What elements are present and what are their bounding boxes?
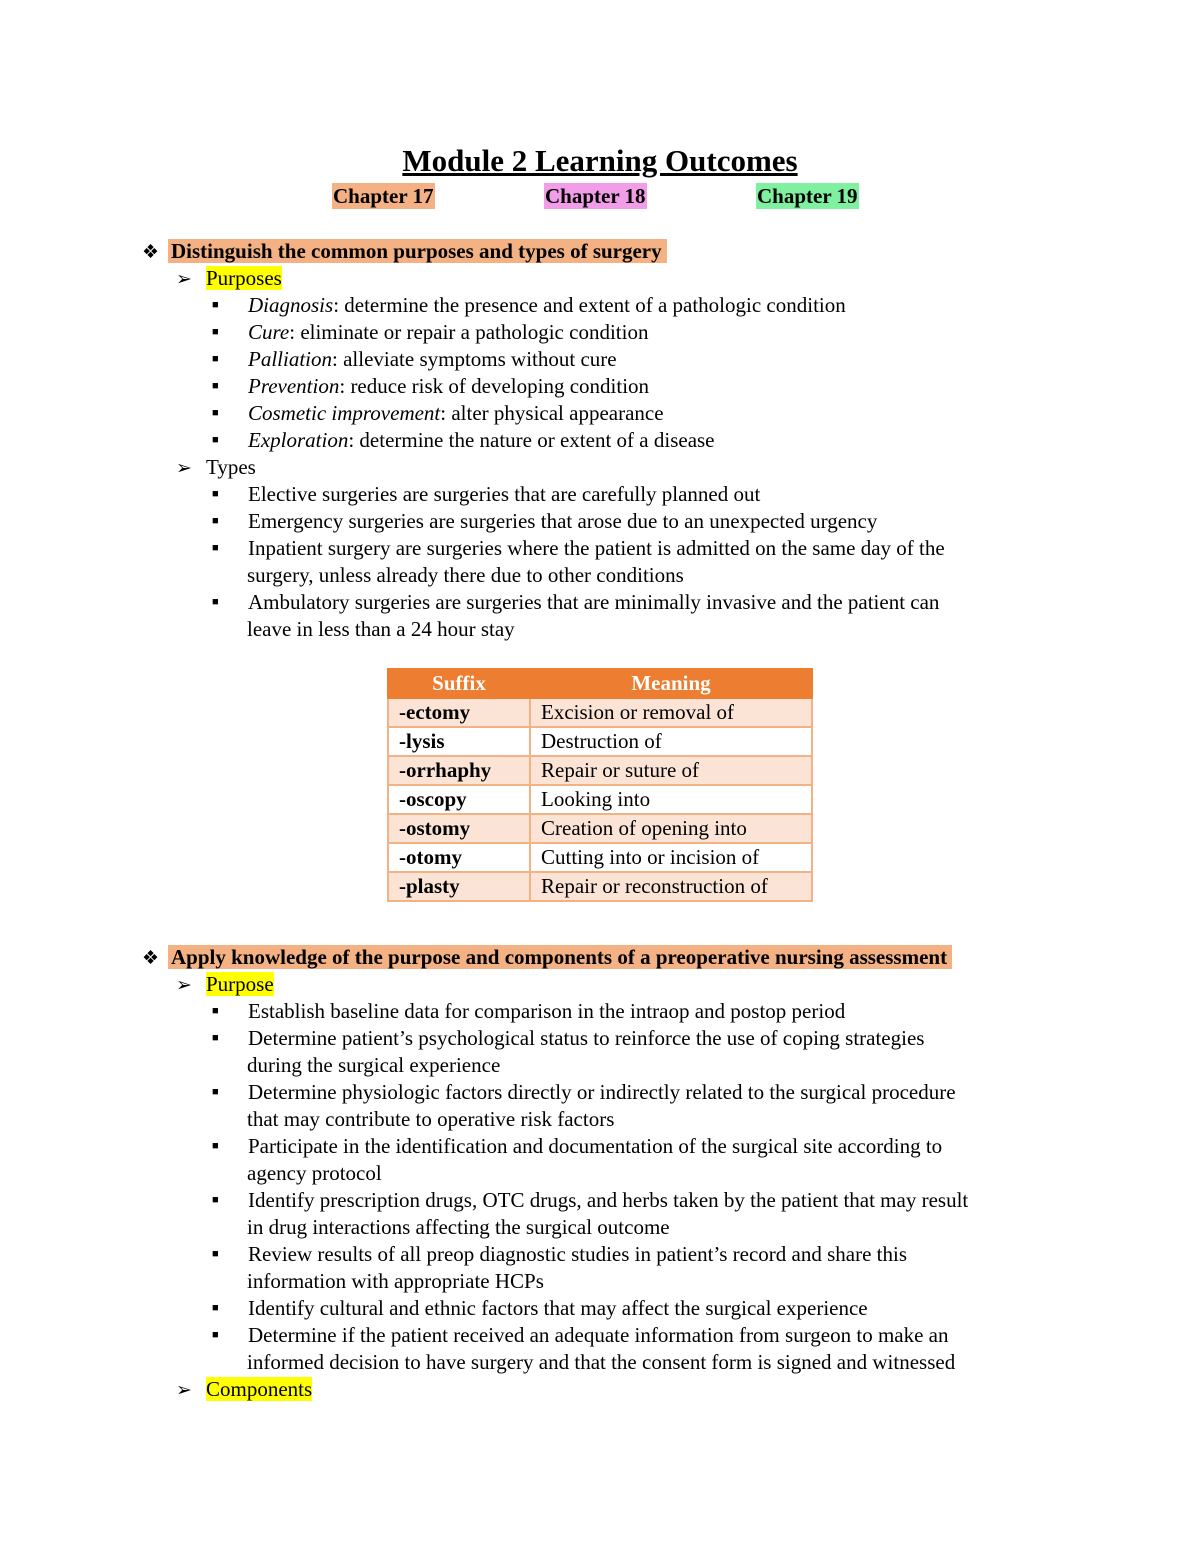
square-bullet-icon: ■ <box>212 1248 219 1260</box>
meaning-cell: Destruction of <box>530 727 812 756</box>
section2-heading-line <box>142 944 952 972</box>
arrow-bullet-icon: ➢ <box>176 975 192 996</box>
purpose-text: : alleviate symptoms without cure <box>332 347 617 371</box>
list-item <box>210 508 877 535</box>
list-item <box>210 589 939 616</box>
type-text: Emergency surgeries are surgeries that arose due to an unexpected urgency <box>248 509 878 533</box>
purpose-term: Cosmetic improvement <box>248 401 441 425</box>
purpose-term: Cure <box>248 320 290 344</box>
suffix-cell: -plasty <box>388 872 530 901</box>
table-row <box>388 785 812 814</box>
purpose-item-continued: agency protocol <box>247 1161 382 1185</box>
square-bullet-icon: ■ <box>212 434 219 446</box>
table-row <box>388 814 812 843</box>
purpose-item-text: Determine if the patient received an adequate information from surgeon to make an <box>248 1323 949 1347</box>
meaning-cell: Repair or suture of <box>530 756 812 785</box>
list-item <box>210 1025 924 1052</box>
list-item <box>210 1322 949 1349</box>
square-bullet-icon: ■ <box>212 353 219 365</box>
purpose-term: Diagnosis <box>248 293 334 317</box>
list-item <box>210 535 945 562</box>
arrow-bullet-icon: ➢ <box>176 1380 192 1401</box>
table-row <box>388 727 812 756</box>
meaning-column-header: Meaning <box>530 669 812 698</box>
purpose-label-line <box>176 971 274 999</box>
square-bullet-icon: ■ <box>212 542 219 554</box>
square-bullet-icon: ■ <box>212 488 219 500</box>
list-item <box>210 319 648 346</box>
purpose-text: : determine the presence and extent of a pathologic condition <box>333 293 846 317</box>
square-bullet-icon: ■ <box>212 326 219 338</box>
purpose-item-continued: during the surgical experience <box>247 1053 501 1077</box>
square-bullet-icon: ■ <box>212 1086 219 1098</box>
purposes-label-line <box>176 265 282 293</box>
diamond-bullet-icon: ❖ <box>142 948 160 969</box>
purpose-item-text: Participate in the identification and documentation of the surgical site according to <box>248 1134 943 1158</box>
square-bullet-icon: ■ <box>212 1329 219 1341</box>
square-bullet-icon: ■ <box>212 1302 219 1314</box>
purpose-item-text: Establish baseline data for comparison in the intraop and postop period <box>248 999 846 1023</box>
types-label: Types <box>206 455 256 479</box>
components-label: Components <box>206 1377 313 1401</box>
meaning-cell: Excision or removal of <box>530 698 812 727</box>
purpose-item-text: Determine physiologic factors directly or indirectly related to the surgical procedure <box>248 1080 956 1104</box>
list-item <box>210 481 760 508</box>
list-item <box>210 1133 942 1160</box>
page-title: Module 2 Learning Outcomes <box>402 143 798 178</box>
arrow-bullet-icon: ➢ <box>176 269 192 290</box>
suffix-cell: -ostomy <box>388 814 530 843</box>
meaning-cell: Repair or reconstruction of <box>530 872 812 901</box>
section1-heading: Distinguish the common purposes and types of surgery <box>168 239 667 263</box>
purpose-label: Purpose <box>206 972 274 996</box>
purpose-term: Exploration <box>248 428 349 452</box>
chapter-19-label: Chapter 19 <box>757 184 858 208</box>
diamond-bullet-icon: ❖ <box>142 242 160 263</box>
list-item <box>210 998 845 1025</box>
type-text: Inpatient surgery are surgeries where the patient is admitted on the same day of the <box>248 536 945 560</box>
purpose-text: : eliminate or repair a pathologic condition <box>289 320 649 344</box>
chapter-18-label: Chapter 18 <box>545 184 646 208</box>
section2-heading: Apply knowledge of the purpose and components of a preoperative nursing assessment <box>168 945 952 969</box>
square-bullet-icon: ■ <box>212 407 219 419</box>
type-text-continued: leave in less than a 24 hour stay <box>247 617 515 641</box>
chapter-legend <box>0 183 1200 211</box>
suffix-cell: -orrhaphy <box>388 756 530 785</box>
table-row <box>388 843 812 872</box>
type-text: Ambulatory surgeries are surgeries that are minimally invasive and the patient can <box>248 590 940 614</box>
purpose-item-continued: information with appropriate HCPs <box>247 1269 544 1293</box>
suffix-cell: -lysis <box>388 727 530 756</box>
square-bullet-icon: ■ <box>212 1005 219 1017</box>
purpose-item-text: Identify cultural and ethnic factors that may affect the surgical experience <box>248 1296 868 1320</box>
square-bullet-icon: ■ <box>212 515 219 527</box>
square-bullet-icon: ■ <box>212 380 219 392</box>
meaning-cell: Creation of opening into <box>530 814 812 843</box>
table-header-row <box>388 669 812 698</box>
type-text-continued: surgery, unless already there due to other conditions <box>247 563 684 587</box>
list-item <box>210 292 846 319</box>
purpose-term: Palliation <box>248 347 332 371</box>
purpose-text: : determine the nature or extent of a disease <box>348 428 715 452</box>
suffix-table <box>387 668 813 902</box>
purpose-item-continued: informed decision to have surgery and that the consent form is signed and witnessed <box>247 1350 956 1374</box>
square-bullet-icon: ■ <box>212 1032 219 1044</box>
list-item <box>210 346 617 373</box>
list-item <box>210 1295 868 1322</box>
list-item <box>210 427 715 454</box>
suffix-cell: -otomy <box>388 843 530 872</box>
list-item <box>210 1187 968 1214</box>
square-bullet-icon: ■ <box>212 596 219 608</box>
types-label-line <box>176 454 256 482</box>
purpose-text: : reduce risk of developing condition <box>339 374 650 398</box>
list-item <box>210 1079 956 1106</box>
list-item <box>210 373 649 400</box>
table-row <box>388 698 812 727</box>
square-bullet-icon: ■ <box>212 1140 219 1152</box>
meaning-cell: Looking into <box>530 785 812 814</box>
purpose-item-text: Review results of all preop diagnostic studies in patient’s record and share this <box>248 1242 908 1266</box>
purpose-text: : alter physical appearance <box>440 401 664 425</box>
purpose-item-text: Determine patient’s psychological status to reinforce the use of coping strategies <box>248 1026 925 1050</box>
type-text: Elective surgeries are surgeries that are carefully planned out <box>248 482 761 506</box>
chapter-17-label: Chapter 17 <box>333 184 434 208</box>
list-item <box>210 400 664 427</box>
suffix-cell: -oscopy <box>388 785 530 814</box>
purpose-item-continued: in drug interactions affecting the surgical outcome <box>247 1215 670 1239</box>
suffix-cell: -ectomy <box>388 698 530 727</box>
meaning-cell: Cutting into or incision of <box>530 843 812 872</box>
section1-heading-line <box>142 238 667 266</box>
purpose-item-text: Identify prescription drugs, OTC drugs, and herbs taken by the patient that may result <box>248 1188 969 1212</box>
purpose-term: Prevention <box>248 374 340 398</box>
list-item <box>210 1241 907 1268</box>
arrow-bullet-icon: ➢ <box>176 458 192 479</box>
table-row <box>388 756 812 785</box>
suffix-column-header: Suffix <box>388 669 530 698</box>
components-label-line <box>176 1376 312 1404</box>
square-bullet-icon: ■ <box>212 299 219 311</box>
purpose-item-continued: that may contribute to operative risk factors <box>247 1107 615 1131</box>
purposes-label: Purposes <box>206 266 282 290</box>
table-row <box>388 872 812 901</box>
square-bullet-icon: ■ <box>212 1194 219 1206</box>
